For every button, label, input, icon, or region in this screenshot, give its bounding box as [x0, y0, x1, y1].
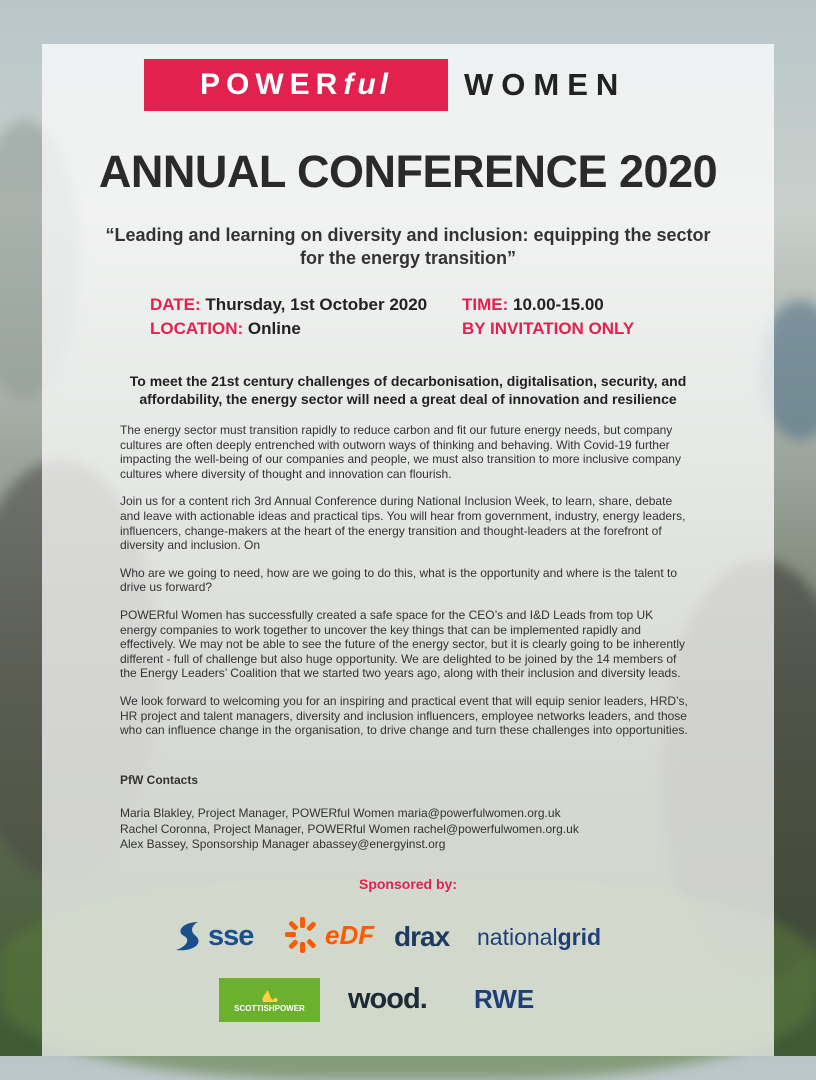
- drax-logo: drax: [394, 921, 450, 952]
- rwe-logo: RWE: [474, 983, 535, 1014]
- wood-logo: wood.: [348, 982, 427, 1015]
- time-line: TIME: 10.00-15.00: [462, 295, 604, 314]
- date-line: DATE: Thursday, 1st October 2020: [150, 295, 428, 314]
- sse-logo: sse: [174, 916, 253, 956]
- page-title: ANNUAL CONFERENCE 2020: [98, 146, 718, 197]
- edf-logo: eDF: [283, 914, 374, 956]
- paragraph: POWERful Women has successfully created a safe space for the CEO’s and I&D Leads from top UK energy companies to work together to uncover the key things that can be implemented rapidly and effectively. We may not be able to see the future of the energy sector, but it is clearly going to be inherently different - full of challenge but also huge opportunity. We are delighted to be joined by the 14 members of the Energy Leaders’ Coalition that we started two years ago, along with their inclusion and diversity leads.: [120, 607, 685, 681]
- logo-mark: POWER ful: [144, 59, 448, 111]
- contacts-heading: PfW Contacts: [120, 773, 198, 787]
- national-grid-logo: national grid: [477, 923, 602, 950]
- scottishpower-flame-icon: [259, 988, 281, 1004]
- powerful-women-logo: [144, 59, 626, 111]
- contact-item: Alex Bassey, Sponsorship Manager abassey@energyinst.org: [120, 837, 446, 851]
- invitation-note: BY INVITATION ONLY: [462, 319, 635, 338]
- paragraph: Join us for a content rich 3rd Annual Conference during National Inclusion Week, to learn, share, debate and leave with actionable ideas and practical tips. You will hear from government, industry, energy leaders, influencers, change-makers at the heart of the energy transition and thought-leaders at the forefront of diversity and inclusion. On: [120, 494, 686, 553]
- contacts-list: [120, 806, 579, 853]
- sponsored-by-heading: Sponsored by:: [358, 876, 457, 892]
- sse-swirl-icon: [174, 918, 206, 954]
- conference-theme: “Leading and learning on diversity and inclusion: equipping the sector for the energy transition”: [105, 225, 711, 268]
- paragraph: We look forward to welcoming you for an inspiring and practical event that will equip senior leaders, HRD’s, HR project and talent managers, diversity and inclusion influencers, employee networks leaders, and those who can influence change in the organisation, to drive change and turn these challenges into opportunities.: [120, 693, 688, 738]
- intro-statement: To meet the 21st century challenges of decarbonisation, digitalisation, security, and affordability, the energy sector will need a great deal of innovation and resilience: [129, 373, 687, 407]
- logo-wordmark: WOMEN: [464, 67, 627, 102]
- body-text: [120, 423, 692, 751]
- contact-item: Rachel Coronna, Project Manager, POWERful Women rachel@powerfulwomen.org.uk: [120, 821, 579, 836]
- location-line: LOCATION: Online: [150, 319, 301, 338]
- contact-item: Maria Blakley, Project Manager, POWERful Women maria@powerfulwomen.org.uk: [120, 806, 561, 820]
- edf-sun-icon: [283, 915, 323, 955]
- paragraph: The energy sector must transition rapidly to reduce carbon and fit our future energy needs, but company cultures are often deeply entrenched with outworn ways of thinking and behaving. With Covid-19 further impacting the well-being of our companies and people, we must also transition to more inclusive company cultures where diversity of thought and innovation can flourish.: [120, 423, 681, 481]
- paragraph: Who are we going to need, how are we going to do this, what is the opportunity and where is the talent to drive us forward?: [120, 565, 678, 595]
- scottishpower-logo: SCOTTISHPOWER: [219, 978, 320, 1022]
